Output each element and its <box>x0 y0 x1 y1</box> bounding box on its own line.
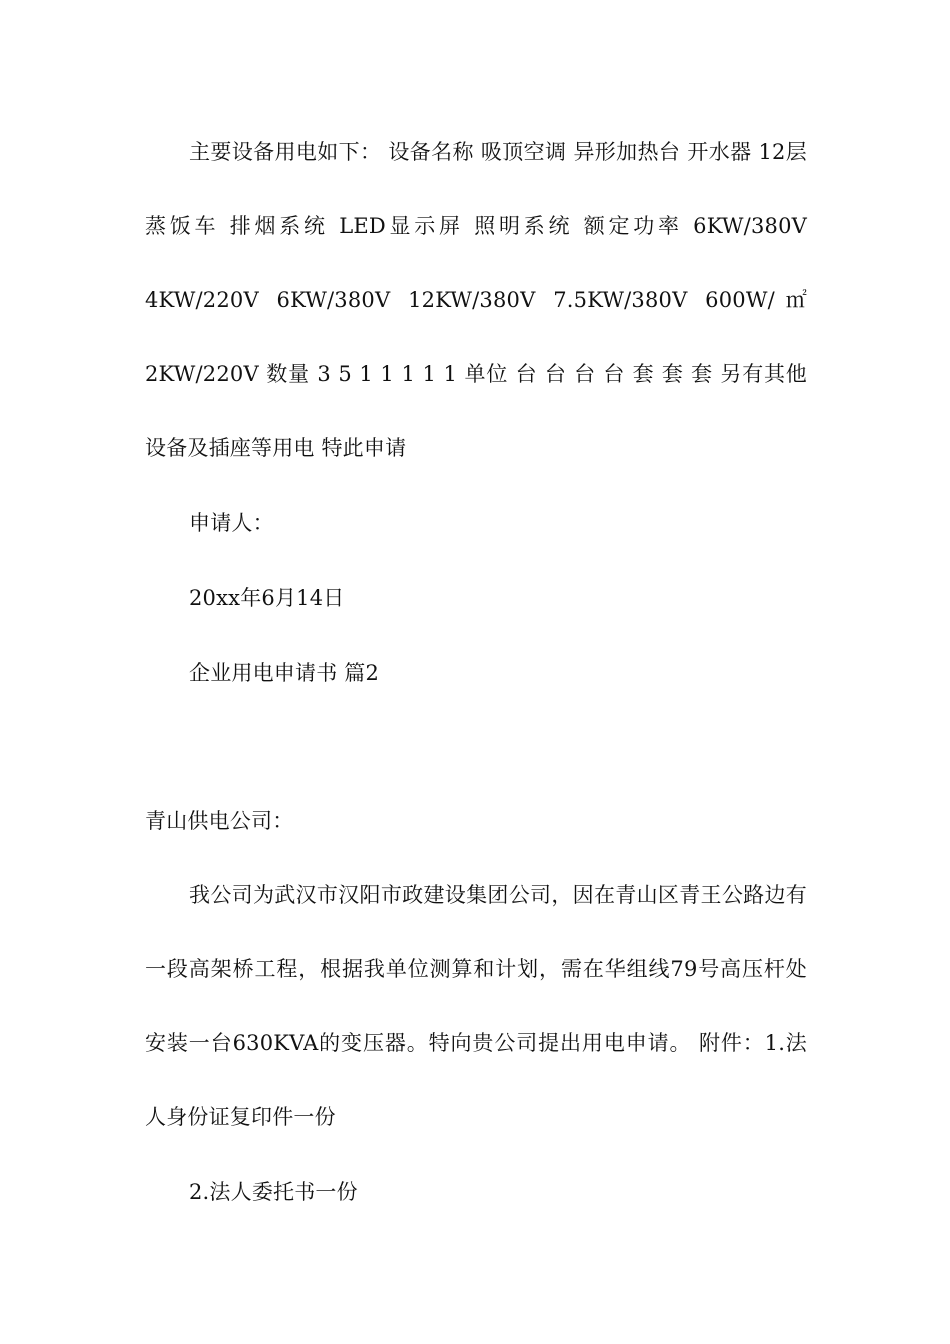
application-body-paragraph: 我公司为武汉市汉阳市政建设集团公司，因在青山区青王公路边有一段高架桥工程，根据我单位测算和计划，需在华组线79号高压杆处安装一台630KVA的变压器。特向贵公司提出用电申请。 附件：1.法人身份证复印件一份 <box>145 883 807 1129</box>
recipient-line: 青山供电公司： <box>145 809 294 833</box>
equipment-power-paragraph: 主要设备用电如下： 设备名称 吸顶空调 异形加热台 开水器 12层蒸饭车 排烟系统 LED显示屏 照明系统 额定功率 6KW/380V 4KW/220V 6KW/380V 12KW/380V 7.5KW/380V 600W/㎡ 2KW/220V 数量 3 5 1 1 1 1 1 单位 台 台 台 台 套 套 套 另有其他设备及插座等用电 特此申请 <box>145 140 807 460</box>
section-heading: 企业用电申请书 篇2 <box>189 661 380 685</box>
applicant-label: 申请人： <box>189 511 274 535</box>
application-date: 20xx年6月14日 <box>189 586 345 610</box>
attachment-item-2: 2.法人委托书一份 <box>189 1180 358 1204</box>
